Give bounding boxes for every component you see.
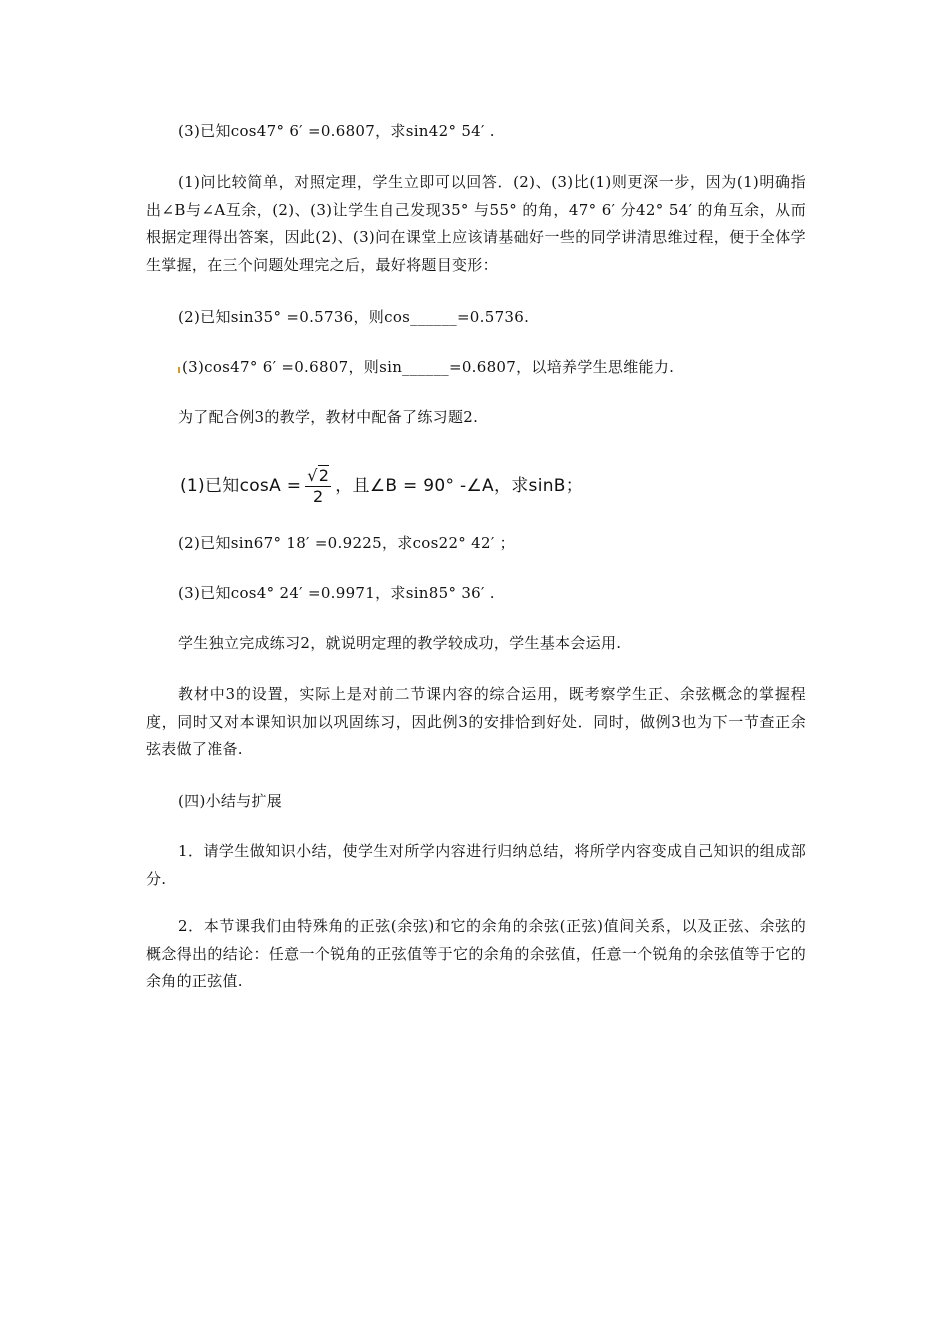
practice-1-formula bbox=[180, 458, 583, 514]
section-4-heading: (四)小结与扩展 bbox=[178, 792, 283, 810]
variant-3-line bbox=[178, 356, 674, 378]
summary-point-1: 1．请学生做知识小结，使学生对所学内容进行归纳总结，将所学内容变成自己知识的组成部分. bbox=[146, 842, 806, 888]
paragraph-analysis: (1)问比较简单，对照定理，学生立即可以回答．(2)、(3)比(1)则更深一步，因为(1)明确指出∠B与∠A互余，(2)、(3)让学生自己发现35° 与55° 的角，47° 6′ 分42° 54′ 的角互余，从而根据定理得出答案，因此(2)、(3)问在课堂上应该请基础好一些的同学讲清思维过程，便于全体学生掌握，在三个问题处理完之后，最好将题目变形： bbox=[146, 173, 806, 274]
fraction bbox=[305, 466, 331, 507]
practice-2-line: (2)已知sin67° 18′ =0.9225，求cos22° 42′ ； bbox=[178, 534, 515, 552]
practice-intro-line: 为了配合例3的教学，教材中配备了练习题2. bbox=[178, 408, 479, 426]
practice-summary-line: 学生独立完成练习2，就说明定理的教学较成功，学生基本会运用. bbox=[178, 634, 622, 652]
variant-3-text: (3)cos47° 6′ =0.6807，则sin______=0.6807，以培养学生思维能力. bbox=[182, 358, 675, 376]
exercise-3-line: (3)已知cos47° 6′ =0.6807，求sin42° 54′ . bbox=[178, 122, 495, 140]
practice-3-line: (3)已知cos4° 24′ =0.9971，求sin85° 36′ . bbox=[178, 584, 495, 602]
fraction-denominator: 2 bbox=[313, 486, 324, 506]
fraction-numerator: √2 bbox=[307, 465, 330, 485]
formula-prefix: (1)已知cosA = bbox=[180, 476, 302, 496]
sqrt-radicand: 2 bbox=[318, 465, 330, 485]
formula-suffix: ，且∠B = 90° -∠A，求sinB； bbox=[335, 476, 584, 496]
paragraph-textbook: 教材中3的设置，实际上是对前二节课内容的综合运用，既考察学生正、余弦概念的掌握程度，同时又对本课知识加以巩固练习，因此例3的安排恰到好处．同时，做例3也为下一节查正余弦表做了准备. bbox=[146, 685, 806, 758]
edit-mark bbox=[178, 367, 180, 373]
variant-2-line: (2)已知sin35° =0.5736，则cos______=0.5736. bbox=[178, 308, 530, 326]
summary-point-2: 2．本节课我们由特殊角的正弦(余弦)和它的余角的余弦(正弦)值间关系，以及正弦、余弦的概念得出的结论：任意一个锐角的正弦值等于它的余角的余弦值，任意一个锐角的余弦值等于它的余角的正弦值. bbox=[146, 917, 806, 990]
